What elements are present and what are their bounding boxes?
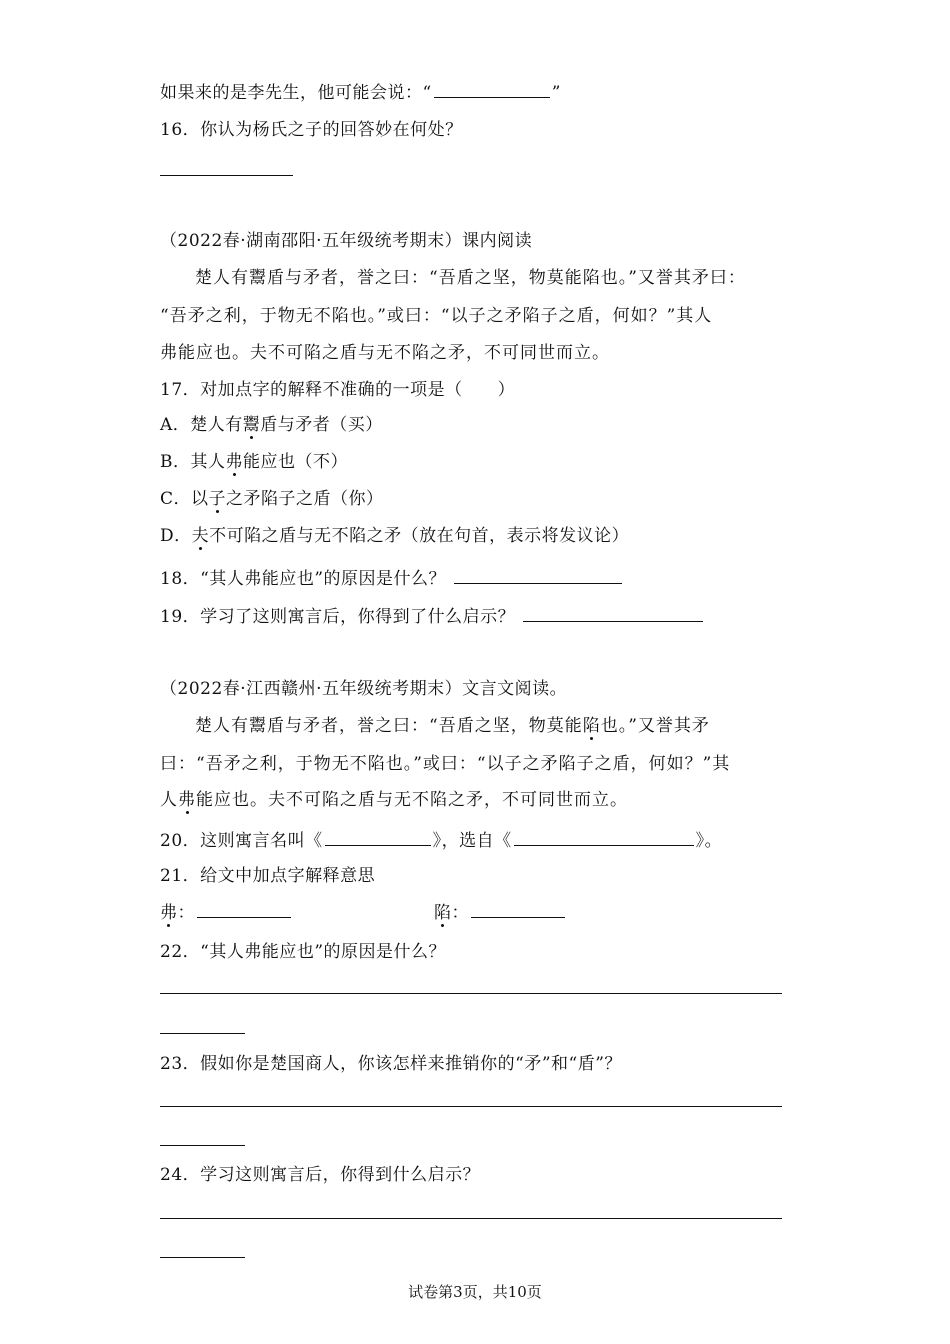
dotted-char: 夫 (191, 526, 210, 546)
dotted-char: 子 (208, 489, 227, 509)
q17-option-c[interactable]: C．以子之矛陷子之盾（你） (160, 489, 384, 509)
q17-option-b[interactable]: B．其人弗能应也（不） (160, 452, 348, 472)
section-2-passage-line-1: 楚人有鬻盾与矛者，誉之曰：“吾盾之坚，物莫能陷也。”又誉其矛曰： (195, 268, 746, 288)
section-3-passage-line-2: 曰：“吾矛之利，于物无不陷也。”或曰：“以子之矛陷子之盾，何如？”其 (160, 754, 731, 774)
section-2-passage-line-2: “吾矛之利，于物无不陷也。”或曰：“以子之矛陷子之盾，何如？”其人 (160, 306, 713, 326)
q20-source-blank[interactable] (514, 828, 694, 846)
q15-answer-line: 如果来的是李先生，他可能会说：“ ” (160, 80, 561, 105)
q19-answer-blank[interactable] (523, 604, 703, 622)
q24-answer-line-2[interactable] (160, 1257, 245, 1258)
q18-answer-blank[interactable] (454, 566, 622, 584)
q21-answer-blank-2[interactable] (471, 900, 565, 918)
question-20: 20．这则寓言名叫《 》，选自《 》。 (160, 828, 722, 853)
section-3-passage-line-3: 人弗能应也。夫不可陷之盾与无不陷之矛，不可同世而立。 (160, 790, 628, 810)
q22-answer-line-2[interactable] (160, 1033, 245, 1034)
question-19: 19．学习了这则寓言后，你得到了什么启示？ (160, 604, 705, 629)
q24-answer-line-1[interactable] (160, 1218, 782, 1219)
q21-answer-blank-1[interactable] (197, 900, 291, 918)
question-16: 16．你认为杨氏之子的回答妙在何处？ (160, 120, 463, 140)
question-22: 22．“其人弗能应也”的原因是什么？ (160, 942, 447, 962)
dotted-char: 陷 (434, 903, 452, 923)
question-21: 21．给文中加点字解释意思 (160, 866, 376, 886)
question-18: 18．“其人弗能应也”的原因是什么？ (160, 566, 624, 591)
q22-answer-line-1[interactable] (160, 993, 782, 994)
q20-title-blank[interactable] (325, 828, 431, 846)
dotted-char: 弗 (225, 452, 243, 472)
section-3-passage-line-1: 楚人有鬻盾与矛者，誉之曰：“吾盾之坚，物莫能陷也。”又誉其矛 (195, 716, 710, 736)
section-2-header: （2022春·湖南邵阳·五年级统考期末）课内阅读 (160, 231, 533, 251)
q16-answer-line[interactable] (160, 175, 293, 176)
dotted-char: 弗 (160, 903, 178, 923)
q17-option-a[interactable]: A．楚人有鬻盾与矛者（买） (160, 415, 383, 435)
page-footer: 试卷第3页，共10页 (408, 1283, 542, 1301)
q17-option-d[interactable]: D．夫不可陷之盾与无不陷之矛（放在句首，表示将发议论） (160, 526, 630, 546)
q15-answer-blank[interactable] (434, 80, 550, 98)
dotted-char: 鬻 (242, 415, 261, 435)
dotted-char: 陷 (582, 716, 601, 736)
q21-item-2: 陷： (434, 900, 567, 925)
q23-answer-line-1[interactable] (160, 1106, 782, 1107)
question-17: 17．对加点字的解释不准确的一项是（ ） (160, 380, 516, 400)
section-2-passage-line-3: 弗能应也。夫不可陷之盾与无不陷之矛，不可同世而立。 (160, 343, 610, 363)
question-23: 23．假如你是楚国商人，你该怎样来推销你的“矛”和“盾”？ (160, 1054, 622, 1074)
dotted-char: 弗 (178, 790, 196, 810)
section-3-header: （2022春·江西赣州·五年级统考期末）文言文阅读。 (160, 679, 568, 699)
question-24: 24．学习这则寓言后，你得到什么启示？ (160, 1165, 481, 1185)
q21-item-1: 弗： (160, 900, 293, 925)
q15-tail-text: 如果来的是李先生，他可能会说：“ (160, 83, 432, 103)
q23-answer-line-2[interactable] (160, 1145, 245, 1146)
